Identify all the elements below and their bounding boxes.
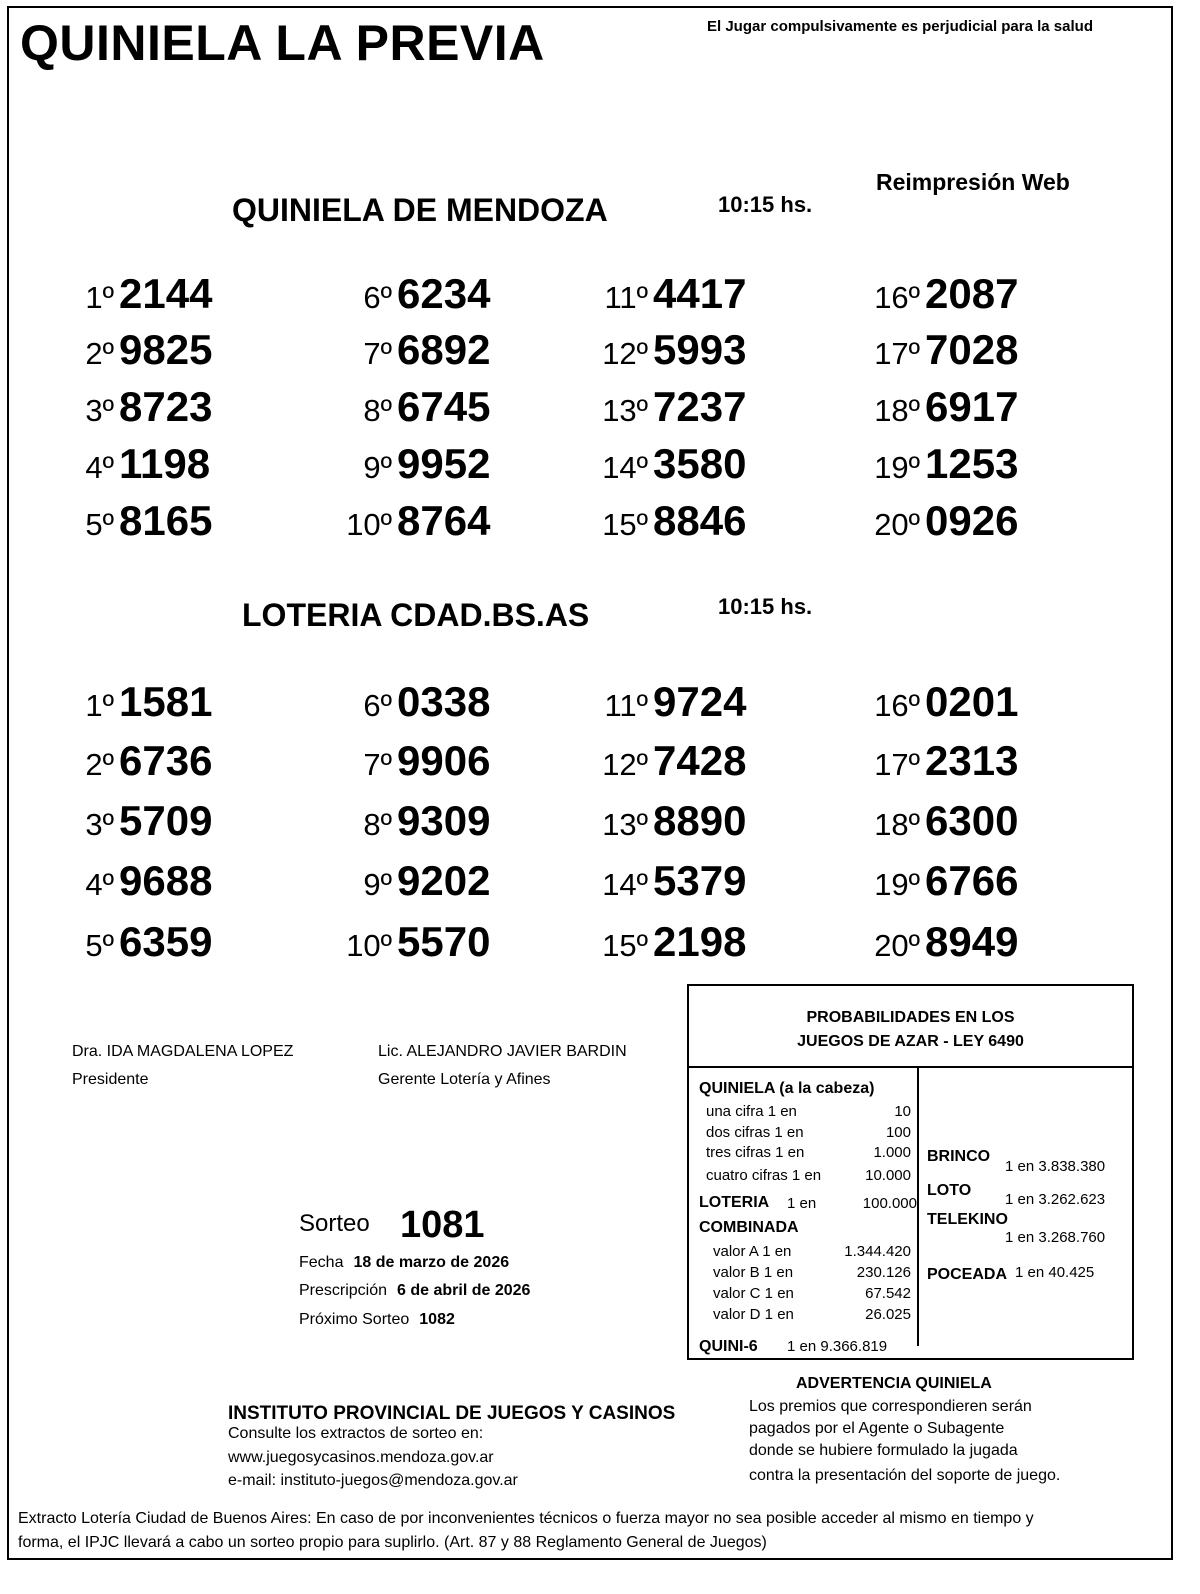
result-position: 7º <box>363 336 392 371</box>
result-position: 10º <box>346 928 392 963</box>
result-position: 6º <box>363 688 392 723</box>
result-position: 8º <box>363 393 392 428</box>
result-row <box>70 737 212 785</box>
result-row <box>864 383 1018 431</box>
result-row <box>592 326 746 374</box>
advertencia-line4: contra la presentación del soporte de juego. <box>749 1467 1061 1484</box>
result-row <box>336 737 490 785</box>
result-number: 8890 <box>653 797 747 844</box>
result-position: 18º <box>874 807 920 842</box>
probabilities-box <box>687 984 1134 1360</box>
poceada-value: 1 en 40.425 <box>1015 1264 1095 1281</box>
loteria-prob-label: LOTERIA <box>699 1194 770 1211</box>
result-row <box>592 383 746 431</box>
valor-d-label: valor D 1 en <box>713 1306 794 1323</box>
result-number: 5570 <box>397 918 491 965</box>
result-number: 6766 <box>925 857 1019 904</box>
probabilities-divider <box>917 1068 919 1346</box>
una-cifra-value: 10 <box>894 1103 911 1120</box>
result-position: 12º <box>602 336 648 371</box>
result-row <box>336 497 490 545</box>
result-row <box>70 678 212 726</box>
result-row <box>592 678 746 726</box>
loteria-prob-value: 100.000 <box>862 1195 917 1212</box>
proximo-value: 1082 <box>419 1311 455 1328</box>
result-position: 3º <box>85 807 114 842</box>
result-number: 0926 <box>925 497 1019 544</box>
result-position: 2º <box>85 336 114 371</box>
loteria-prob-en: 1 en <box>787 1195 817 1212</box>
fecha-value: 18 de marzo de 2026 <box>353 1254 510 1271</box>
result-number: 8723 <box>119 383 213 430</box>
cuatro-cifras-label: cuatro cifras 1 en <box>706 1167 822 1184</box>
advertencia-line2: pagados por el Agente o Subagente <box>749 1420 1005 1437</box>
result-number: 5709 <box>119 797 213 844</box>
result-row <box>592 918 746 966</box>
result-position: 11º <box>604 280 648 315</box>
prescripcion-label: Prescripción <box>299 1282 388 1299</box>
result-row <box>864 918 1018 966</box>
institute-title: INSTITUTO PROVINCIAL DE JUEGOS Y CASINOS <box>228 1403 676 1424</box>
result-number: 3580 <box>653 440 747 487</box>
result-number: 6234 <box>397 270 491 317</box>
sorteo-number: 1081 <box>400 1204 485 1246</box>
result-row <box>336 383 490 431</box>
result-number: 7428 <box>653 737 747 784</box>
result-number: 6359 <box>119 918 213 965</box>
signer-right-name: Lic. ALEJANDRO JAVIER BARDIN <box>378 1043 627 1060</box>
signer-left-role: Presidente <box>72 1071 149 1088</box>
result-position: 14º <box>602 867 648 902</box>
result-number: 2144 <box>119 270 213 317</box>
cuatro-cifras-value: 10.000 <box>865 1167 911 1184</box>
brinco-value: 1 en 3.838.380 <box>1005 1158 1106 1175</box>
fecha-label: Fecha <box>299 1254 344 1271</box>
result-row <box>864 737 1018 785</box>
result-number: 7237 <box>653 383 747 430</box>
valor-c-value: 67.542 <box>865 1285 911 1302</box>
dos-cifras-label: dos cifras 1 en <box>706 1124 804 1141</box>
result-row <box>592 857 746 905</box>
result-number: 9825 <box>119 326 213 373</box>
institute-line1: Consulte los extractos de sorteo en: <box>228 1425 484 1442</box>
result-number: 9309 <box>397 797 491 844</box>
result-number: 2313 <box>925 737 1019 784</box>
result-position: 17º <box>874 747 920 782</box>
proximo-label: Próximo Sorteo <box>299 1311 410 1328</box>
result-position: 5º <box>85 928 114 963</box>
result-row <box>864 497 1018 545</box>
result-position: 16º <box>874 688 920 723</box>
result-position: 4º <box>85 867 114 902</box>
result-row <box>592 497 746 545</box>
footnote-line2: forma, el IPJC llevará a cabo un sorteo propio para suplirlo. (Art. 87 y 88 Reglamento General de Juegos) <box>18 1534 767 1551</box>
result-position: 1º <box>85 280 114 315</box>
result-number: 6917 <box>925 383 1019 430</box>
signer-right-role: Gerente Lotería y Afines <box>378 1071 551 1088</box>
result-row <box>70 857 212 905</box>
result-position: 14º <box>602 450 648 485</box>
result-row <box>592 737 746 785</box>
advertencia-title: ADVERTENCIA QUINIELA <box>796 1375 992 1392</box>
result-row <box>336 440 490 488</box>
result-position: 3º <box>85 393 114 428</box>
result-row <box>592 270 746 318</box>
result-number: 6300 <box>925 797 1019 844</box>
dos-cifras-value: 100 <box>885 1124 911 1141</box>
result-position: 5º <box>85 507 114 542</box>
page-title: QUINIELA LA PREVIA <box>20 15 545 71</box>
probabilities-title-line2: JUEGOS DE AZAR - LEY 6490 <box>797 1033 1024 1050</box>
result-row <box>592 440 746 488</box>
result-position: 13º <box>602 393 648 428</box>
result-number: 8165 <box>119 497 213 544</box>
result-number: 8764 <box>397 497 491 544</box>
result-number: 5379 <box>653 857 747 904</box>
result-row <box>70 270 212 318</box>
result-row <box>70 326 212 374</box>
brinco-label: BRINCO <box>927 1148 991 1165</box>
loto-label: LOTO <box>927 1182 972 1199</box>
result-number: 1198 <box>119 440 211 487</box>
quini6-label: QUINI-6 <box>699 1338 758 1355</box>
reprint-label: Reimpresión Web <box>876 169 1070 195</box>
result-row <box>336 797 490 845</box>
telekino-label: TELEKINO <box>927 1211 1008 1228</box>
result-position: 4º <box>85 450 114 485</box>
result-row <box>864 326 1018 374</box>
result-row <box>864 857 1018 905</box>
prescripcion-value: 6 de abril de 2026 <box>397 1282 531 1299</box>
result-row <box>70 440 210 488</box>
result-number: 2198 <box>653 918 747 965</box>
result-number: 4417 <box>653 270 747 317</box>
result-number: 6736 <box>119 737 213 784</box>
combinada-label: COMBINADA <box>699 1219 799 1236</box>
result-position: 9º <box>363 867 392 902</box>
result-number: 0201 <box>925 678 1019 725</box>
result-row <box>864 797 1018 845</box>
result-position: 19º <box>874 450 920 485</box>
result-row <box>592 797 746 845</box>
loto-value: 1 en 3.262.623 <box>1005 1191 1106 1208</box>
result-number: 9688 <box>119 857 213 904</box>
result-row <box>70 497 212 545</box>
result-number: 9202 <box>397 857 491 904</box>
result-row <box>864 270 1018 318</box>
valor-c-label: valor C 1 en <box>713 1285 794 1302</box>
result-number: 9724 <box>653 678 747 725</box>
telekino-value: 1 en 3.268.760 <box>1005 1229 1106 1246</box>
result-row <box>70 918 212 966</box>
result-row <box>336 857 490 905</box>
mendoza-time: 10:15 hs. <box>718 192 813 217</box>
result-position: 13º <box>602 807 648 842</box>
result-number: 9906 <box>397 737 491 784</box>
quiniela-prob-label: QUINIELA (a la cabeza) <box>699 1080 875 1097</box>
footnote-line1: Extracto Lotería Ciudad de Buenos Aires: En caso de por inconvenientes técnicos o fuerza mayor no sea posible acceder al mismo en tiempo y <box>18 1510 1034 1527</box>
result-position: 2º <box>85 747 114 782</box>
result-row <box>336 270 490 318</box>
valor-b-label: valor B 1 en <box>713 1264 794 1281</box>
result-number: 6745 <box>397 383 491 430</box>
result-number: 2087 <box>925 270 1019 317</box>
mendoza-title: QUINIELA DE MENDOZA <box>232 192 608 228</box>
result-number: 1253 <box>925 440 1019 487</box>
result-row <box>336 326 490 374</box>
result-number: 6892 <box>397 326 491 373</box>
tres-cifras-value: 1.000 <box>873 1144 911 1161</box>
result-row <box>70 383 212 431</box>
result-number: 7028 <box>925 326 1019 373</box>
valor-b-value: 230.126 <box>856 1264 911 1281</box>
result-number: 1581 <box>119 678 213 725</box>
result-position: 18º <box>874 393 920 428</box>
probabilities-title <box>689 986 1132 1068</box>
tres-cifras-label: tres cifras 1 en <box>706 1144 805 1161</box>
result-row <box>864 440 1018 488</box>
result-position: 6º <box>363 280 392 315</box>
result-number: 8846 <box>653 497 747 544</box>
result-position: 11º <box>604 688 648 723</box>
result-position: 9º <box>363 450 392 485</box>
result-position: 8º <box>363 807 392 842</box>
result-row <box>70 797 212 845</box>
result-number: 5993 <box>653 326 747 373</box>
sorteo-label: Sorteo <box>299 1210 370 1237</box>
result-position: 17º <box>874 336 920 371</box>
result-position: 15º <box>602 507 648 542</box>
result-position: 1º <box>85 688 114 723</box>
advertencia-line3: donde se hubiere formulado la jugada <box>749 1442 1018 1459</box>
una-cifra-label: una cifra 1 en <box>706 1103 797 1120</box>
proximo-line <box>299 1311 455 1329</box>
result-position: 20º <box>874 507 920 542</box>
poceada-label: POCEADA <box>927 1266 1008 1283</box>
bsas-time: 10:15 hs. <box>718 594 813 619</box>
valor-a-value: 1.344.420 <box>844 1243 911 1260</box>
health-warning: El Jugar compulsivamente es perjudicial para la salud <box>707 18 1093 35</box>
probabilities-title-line1: PROBABILIDADES EN LOS <box>806 1009 1015 1026</box>
result-position: 10º <box>346 507 392 542</box>
result-position: 20º <box>874 928 920 963</box>
institute-email[interactable]: e-mail: instituto-juegos@mendoza.gov.ar <box>228 1472 518 1489</box>
result-row <box>336 678 490 726</box>
result-position: 7º <box>363 747 392 782</box>
result-number: 0338 <box>397 678 491 725</box>
result-number: 8949 <box>925 918 1019 965</box>
valor-d-value: 26.025 <box>865 1306 911 1323</box>
result-position: 15º <box>602 928 648 963</box>
result-position: 12º <box>602 747 648 782</box>
advertencia-line1: Los premios que correspondieren serán <box>749 1398 1032 1415</box>
result-number: 9952 <box>397 440 491 487</box>
signer-left-name: Dra. IDA MAGDALENA LOPEZ <box>72 1043 294 1060</box>
bsas-title: LOTERIA CDAD.BS.AS <box>242 597 590 633</box>
quini6-value: 1 en 9.366.819 <box>787 1338 888 1355</box>
result-row <box>864 678 1018 726</box>
institute-website[interactable]: www.juegosycasinos.mendoza.gov.ar <box>228 1449 494 1466</box>
result-position: 16º <box>874 280 920 315</box>
result-position: 19º <box>874 867 920 902</box>
prescripcion-line <box>299 1282 530 1300</box>
result-row <box>336 918 490 966</box>
fecha-line <box>299 1254 509 1272</box>
valor-a-label: valor A 1 en <box>713 1243 792 1260</box>
